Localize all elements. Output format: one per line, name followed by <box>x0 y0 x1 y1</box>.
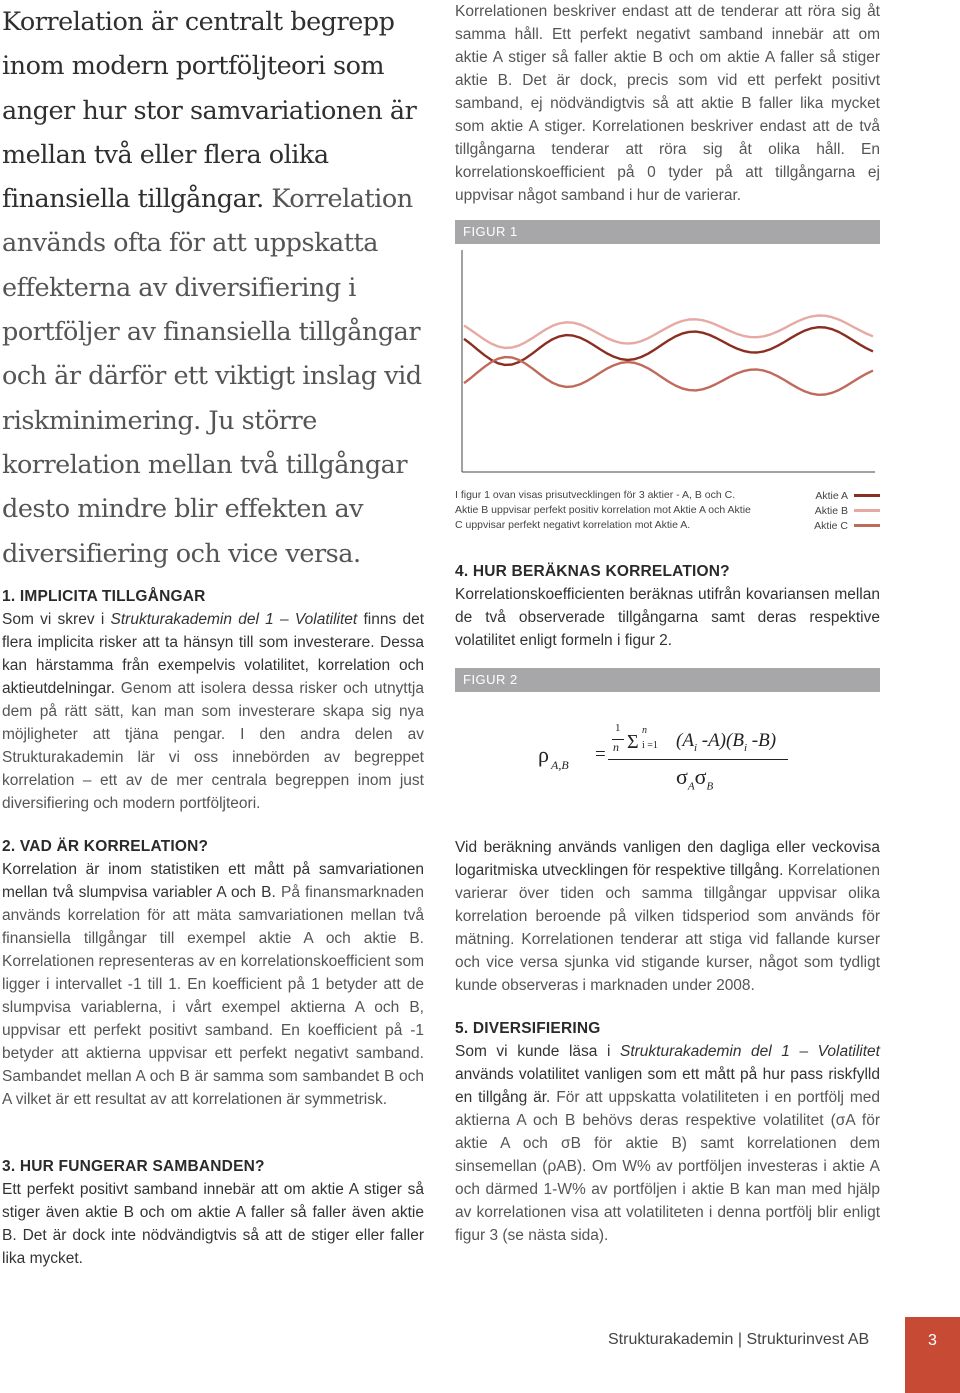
sum-lower-limit: i =1 <box>642 740 658 751</box>
intro-rest: Korrelation används ofta för att uppskatta effekterna av diversifiering i portföljer av finansiella tillgångar och är därför ett viktigt inslag vid riskminimering. Ju större korrelation mellan två tillgångar desto mindre blir effekten av diversifiering och vice versa. <box>2 184 422 569</box>
legend-swatch <box>854 494 880 497</box>
figure-1-chart <box>455 246 880 478</box>
section-5-heading: 5. DIVERSIFIERING <box>455 1020 601 1037</box>
article-reference: Strukturakademin del 1 – Volatilitet <box>620 1043 880 1060</box>
intro-quote <box>2 0 427 576</box>
equals-sign: = <box>595 744 606 765</box>
page-number: 3 <box>905 1317 960 1393</box>
legend-swatch <box>854 509 880 512</box>
series-line-aktie-c <box>464 357 873 395</box>
section-5-body: Som vi kunde läsa i Strukturakademin del 1 – Volatilitet används volatilitet vanligen som ett mått på hur pass riskfylld en tillgång är. För att uppskatta volatiliteten i en portfölj med aktierna A och B behövs deras respektive volatilitet (σA för aktie A och σB för aktie B) samt korrelationen dem sinsemellan (ρAB). Om W% av portföljen investeras i aktie A och därmed 1-W% av portföljen i aktie B kan man med hjälp av korrelationen visa att volatiliteten i denna portfölj blir enligt figur 3 (se nästa sida). <box>455 1043 880 1244</box>
section-4-heading: 4. HUR BERÄKNAS KORRELATION? <box>455 563 730 580</box>
series-line-aktie-b <box>464 316 873 348</box>
numerator-term: ($A_i$ $-A)(B_i$ -B) <box>676 730 777 754</box>
legend-item-aktie-b: Aktie B <box>770 503 880 518</box>
section-2 <box>2 836 424 1111</box>
figure-1-caption: I figur 1 ovan visas prisutvecklingen för 3 aktier - A, B och C. Aktie B uppvisar perfekt positiv korrelation mot Aktie A och Aktie C uppvisar perfekt negativt korrelation mot Aktie A. <box>455 489 751 531</box>
section-4-body: Korrelationskoefficienten beräknas utifrån kovariansen mellan de två observerade tillgångarna samt deras respektive volatilitet enligt formeln i figur 2. <box>455 586 880 649</box>
rho-subscript: A,B <box>551 758 569 772</box>
article-reference: Strukturakademin del 1 – Volatilitet <box>110 611 358 628</box>
section-3-continued <box>455 0 880 207</box>
section-3-heading: 3. HUR FUNGERAR SAMBANDEN? <box>2 1158 265 1175</box>
section-3 <box>2 1156 424 1270</box>
fraction-bar <box>608 759 788 760</box>
rho-symbol: ρ <box>538 742 549 767</box>
section-4-continued <box>455 836 880 997</box>
sum-symbol: Σ <box>627 731 639 753</box>
footer-text: Strukturakademin | Strukturinvest AB <box>608 1331 870 1348</box>
correlation-formula <box>538 722 808 802</box>
section-1 <box>2 586 424 815</box>
denominator: $\sigma_A\sigma_B$ <box>676 764 714 793</box>
fraction-one: 1 <box>615 722 621 734</box>
sum-upper-limit: n <box>642 725 647 736</box>
figure-2-label: FIGUR 2 <box>455 668 880 692</box>
section-3-body-end: Korrelationen beskriver endast att de tenderar att röra sig åt samma håll. Ett perfekt negativt samband innebär att om aktie A stiger så faller aktie B och om aktie A faller så stiger aktie B. Det är dock, precis som vid ett perfekt positivt samband, ej nödvändigtvis så att aktie B faller lika mycket som aktie A stiger. Korrelationen beskriver endast att de två tillgångarna tenderar att röra sig åt olika håll. En korrelationskoefficient på 0 tyder på att tillgångarna ej uppvisar något samband i hur de varierar. <box>455 3 880 204</box>
section-1-heading: 1. IMPLICITA TILLGÅNGAR <box>2 588 206 605</box>
section-5 <box>455 1018 880 1247</box>
figure-1-legend <box>770 488 880 533</box>
section-4 <box>455 561 880 652</box>
legend-swatch <box>854 524 880 527</box>
intro-lead: Korrelation är centralt begrepp inom modern portföljteori som anger hur stor samvariationen är mellan två eller flera olika finansiella tillgångar. <box>2 7 417 215</box>
section-3-body-start: Ett perfekt positivt samband innebär att om aktie A stiger så stiger även aktie B och om aktie A faller så faller även aktie B. Det är dock inte nödvändigtvis så att de stiger eller faller lika mycket. <box>2 1181 424 1267</box>
series-lines <box>464 316 873 395</box>
section-4-body-2: Vid beräkning används vanligen den dagliga eller veckovisa logaritmiska utvecklingen för respektive tillgång. Korrelationen varierar över tiden och samma tillgångar uppvisar olika korrelation beroende på vilken tidsperiod som används för mätning. Korrelationen tenderar att stiga vid fallande kurser och vice versa sjunka vid stigande kurser, något som tydligt kunde observeras i marknaden under 2008. <box>455 839 880 994</box>
legend-item-aktie-a: Aktie A <box>770 488 880 503</box>
section-2-body: Korrelation är inom statistiken ett mått på samvariationen mellan två slumpvisa variabler A och B. På finansmarknaden används korrelation för att mäta samvariationen mellan två finansiella tillgångar till exempel aktie A och aktie B. Korrelationen representeras av en korrelationskoefficient som ligger i intervallet -1 till 1. En koefficient på 1 betyder att de slumpvisa variablerna, i vårt exempel aktierna A och B, uppvisar ett perfekt positivt samband. En koefficient på -1 betyder att aktierna uppvisar ett perfekt negativt samband. Sambandet mellan A och B är samma som sambandet B och A vilket är ett resultat av att korrelationen är symmetrisk. <box>2 861 425 1108</box>
fraction-n: n <box>613 740 619 754</box>
section-2-heading: 2. VAD ÄR KORRELATION? <box>2 838 209 855</box>
figure-1-label: FIGUR 1 <box>455 220 880 244</box>
series-line-aktie-a <box>464 327 873 365</box>
legend-item-aktie-c: Aktie C <box>770 518 880 533</box>
section-1-body: Som vi skrev i Strukturakademin del 1 – Volatilitet finns det flera implicita risker att ta hänsyn till som investerare. Dessa kan härstamma från exempelvis volatilitet, korrelation och aktieutdelningar. Genom att isolera dessa risker och utnyttja dem på rätt sätt, kan man som investerare skapa sig nya möjligheter att tjäna pengar. I den andra delen av Strukturakademin lär vi oss innebörden av begreppet korrelation – ett av de mer centrala begreppen inom just diversifiering och modern portföljteori. <box>2 611 424 812</box>
